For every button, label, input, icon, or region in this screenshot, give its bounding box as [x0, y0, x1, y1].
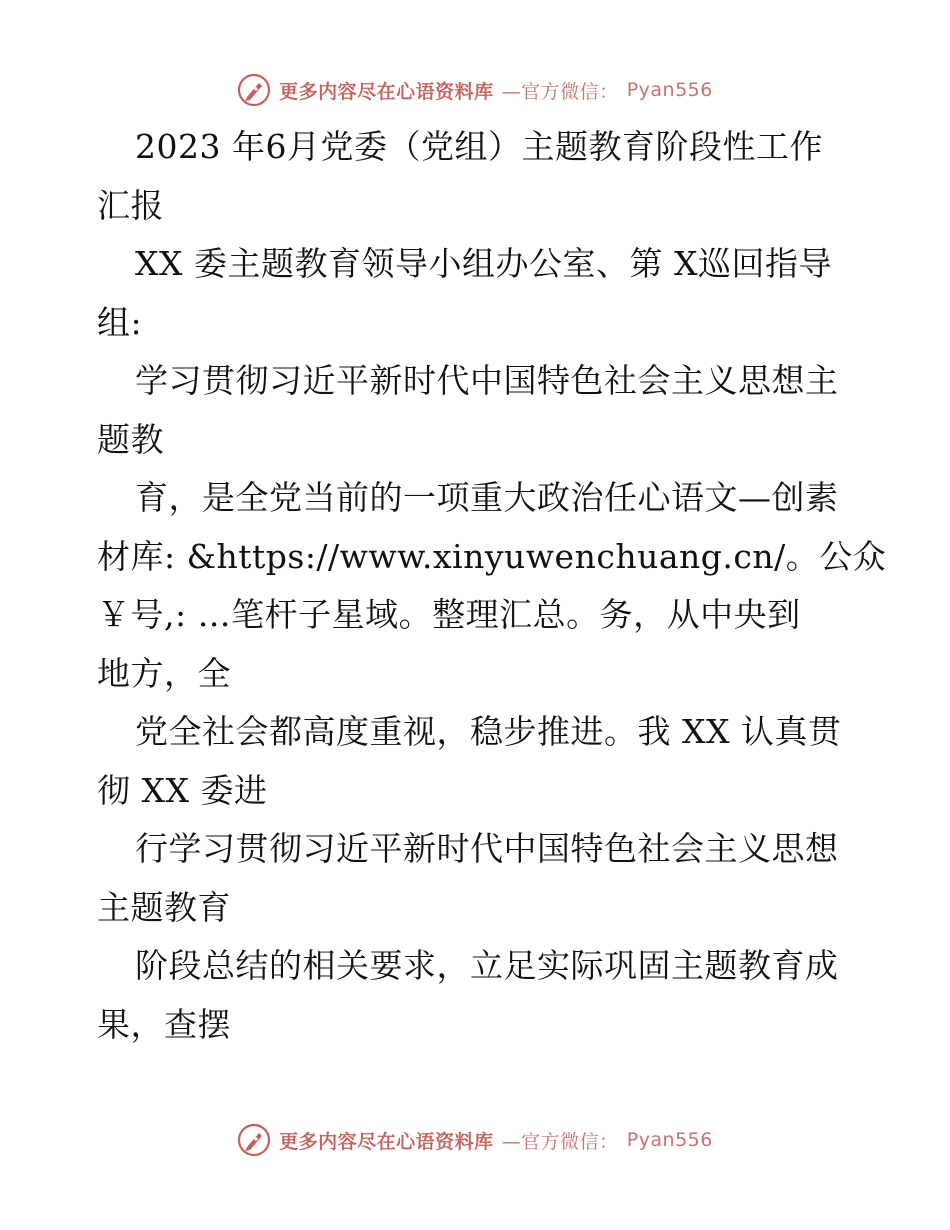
document-line: 党全社会都高度重视，稳步推进。我 XX 认真贯 — [135, 712, 842, 751]
pen-nib-logo-icon — [237, 73, 271, 107]
document-line: 地方，全 — [97, 653, 231, 693]
document-line: ￥号,: …笔杆子星域。整理汇总。务，从中央到 — [97, 595, 801, 634]
document-line: 行学习贯彻习近平新时代中国特色社会主义思想 — [135, 829, 839, 868]
watermark-sub-text: —官方微信： — [501, 80, 619, 103]
document-line: 2023 年6月党委（党组）主题教育阶段性工作 — [135, 127, 823, 166]
document-line: XX 委主题教育领导小组办公室、第 X巡回指导 — [135, 244, 832, 283]
document-line: 彻 XX 委进 — [97, 770, 268, 810]
document-line: 学习贯彻习近平新时代中国特色社会主义思想主 — [135, 361, 839, 400]
document-line: 果，查摆 — [97, 1004, 231, 1044]
document-line: 汇报 — [97, 185, 164, 225]
document-line: 育，是全党当前的一项重大政治任心语文—创素 — [135, 478, 839, 517]
watermark-main-text: 更多内容尽在心语资料库 — [279, 80, 494, 103]
document-line: 组: — [97, 302, 143, 342]
document-body — [97, 118, 887, 1054]
watermark-wechat-id: Pyan556 — [626, 79, 713, 101]
watermark-sub-text: —官方微信： — [501, 1130, 619, 1153]
header-watermark — [0, 70, 950, 110]
pen-nib-logo-icon — [237, 1123, 271, 1157]
watermark-wechat-id: Pyan556 — [626, 1129, 713, 1151]
document-line: 题教 — [97, 419, 164, 459]
document-line: 材库: &https://www.xinyuwenchuang.cn/。公众 — [97, 536, 887, 576]
footer-watermark — [0, 1120, 950, 1160]
document-line: 主题教育 — [97, 887, 231, 927]
watermark-main-text: 更多内容尽在心语资料库 — [279, 1130, 494, 1153]
document-line: 阶段总结的相关要求，立足实际巩固主题教育成 — [135, 946, 839, 985]
